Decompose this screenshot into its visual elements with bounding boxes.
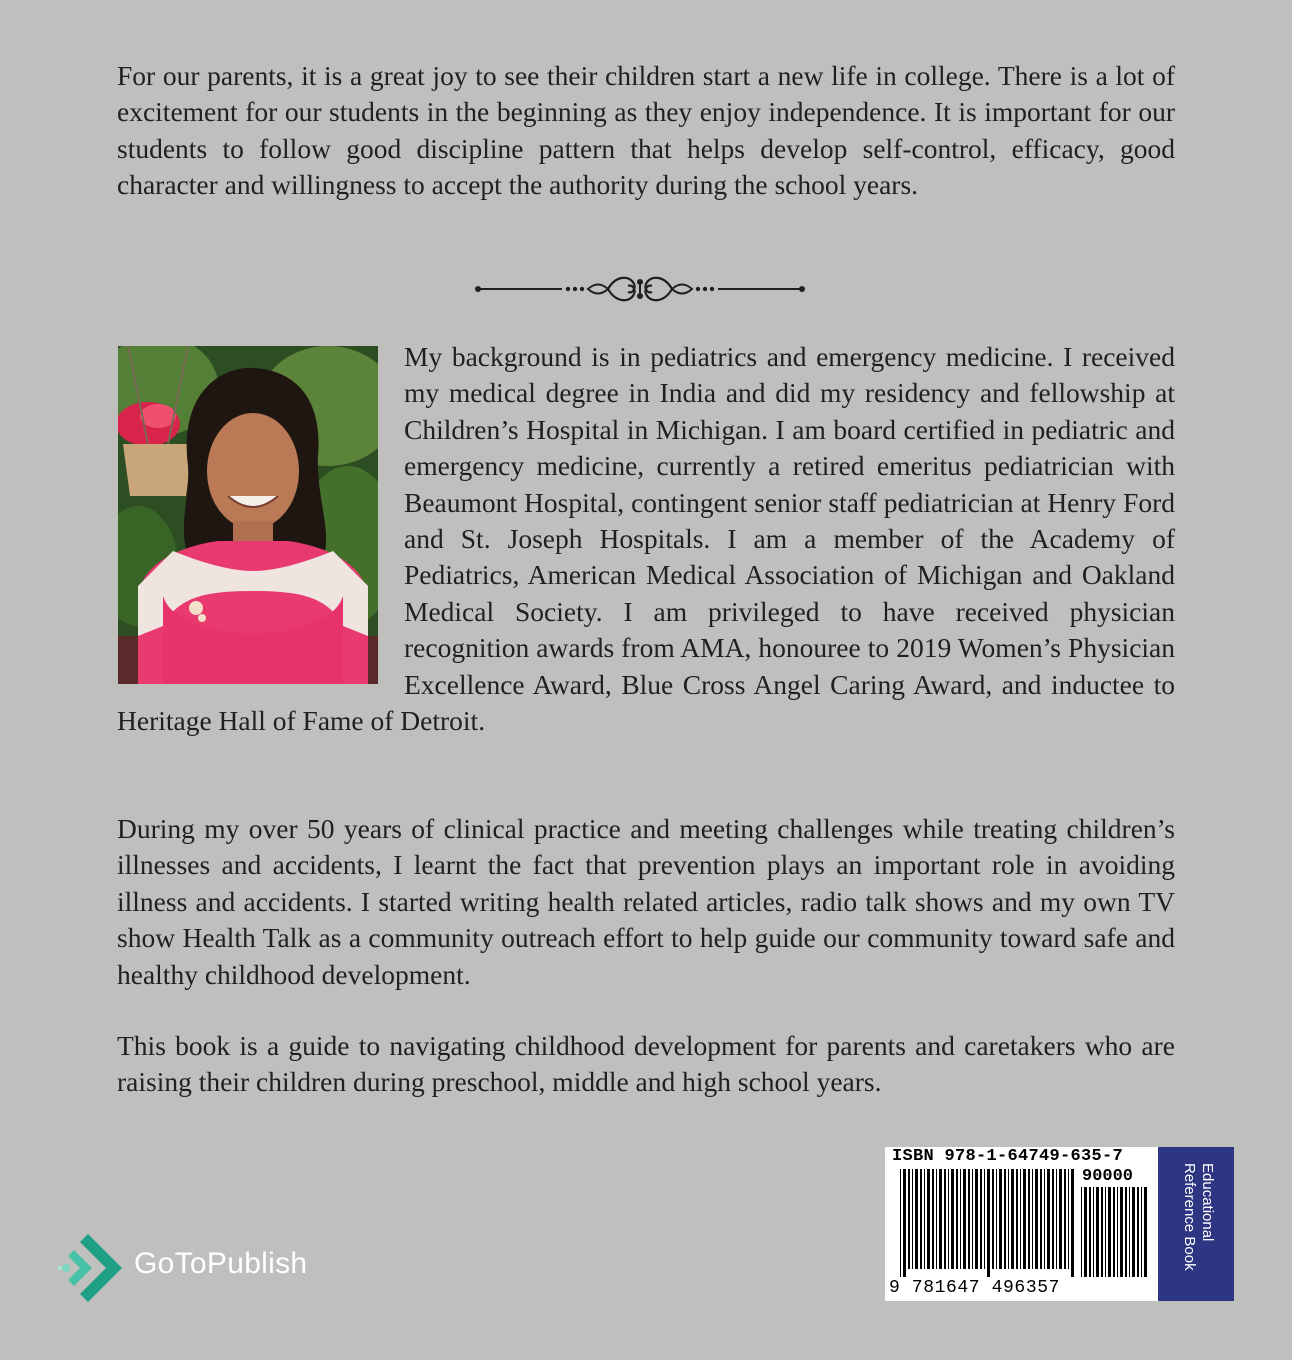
category-line-2: Reference Book <box>1181 1163 1198 1271</box>
practice-paragraph: During my over 50 years of clinical practice and meeting challenges while treating children’s illnesses and accidents, I learnt the fact that prevention plays an important role in avoiding illness and accidents. I started writing health related articles, radio talk shows and my own TV show Health Talk as a community outreach effort to help guide our community toward safe and healthy childhood development. <box>117 813 1175 990</box>
intro-paragraph: For our parents, it is a great joy to see their children start a new life in college. There is a lot of excitement for our students in the beginning as they enjoy independence. It is important for our students to follow good discipline pattern that helps develop self-control, efficacy, good character and willingness to accept the authority during the school years. <box>117 60 1175 201</box>
isbn-number: ISBN 978-1-64749-635-7 <box>892 1147 1124 1166</box>
summary-paragraph: This book is a guide to navigating childhood development for parents and caretakers who are raising their children during preschool, middle and high school years. <box>117 1030 1175 1098</box>
price-barcode-bars <box>1081 1187 1151 1277</box>
isbn-barcode <box>885 1147 1158 1301</box>
category-label <box>1158 1147 1234 1301</box>
barcode-digits: 9 781647 496357 <box>889 1278 1061 1298</box>
barcode-bars <box>900 1169 1075 1277</box>
ornamental-divider-icon <box>474 272 806 306</box>
chevron-arrow-logo-icon <box>58 1232 128 1304</box>
author-photo <box>118 346 378 684</box>
price-code: 90000 <box>1082 1167 1134 1186</box>
bio-section <box>117 339 1175 739</box>
category-line-1: Educational <box>1199 1163 1216 1242</box>
bio-paragraph: My background is in pediatrics and emergency medicine. I received my medical degree in India and did my residency and fellowship at Children’s Hospital in Michigan. I am board certified in pediatric and emergency medicine, currently a retired emeritus pediatrician with Beaumont Hospital, contingent senior staff pediatrician at Henry Ford and St. Joseph Hospitals. I am a member of the Academy of Pediatrics, American Medical Association of Michigan and Oakland Medical Society. I am privileged to have received physician recognition awards from AMA, honouree to 2019 Women’s Physician Excellence Award, Blue Cross Angel Caring Award, and inductee to Heritage Hall of Fame of Detroit. <box>117 341 1175 737</box>
publisher-name: GoToPublish <box>134 1247 308 1280</box>
